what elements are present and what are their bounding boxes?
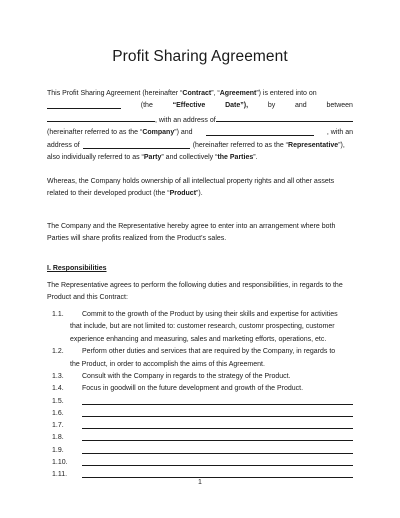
list-item-text: that include, but are not limited to: customer research, customr prospecting, customer [70, 323, 335, 331]
responsibilities-intro-line-1: The Representative agrees to perform the following duties and responsibilities, in regards to the [47, 282, 343, 289]
term-party: Party [143, 154, 162, 162]
intro-line-5 [47, 140, 353, 152]
representative-name-blank-field[interactable] [206, 127, 314, 136]
arrangement-line-1: The Company and the Representative hereby agree to enter into an arrangement where both [47, 223, 336, 230]
list-item-text: experience enhancing and measuring, sales and marketing efforts, operations, etc. [70, 335, 327, 343]
whereas-line-1: Whereas, the Company holds ownership of all intellectual property rights and all other assets [47, 178, 335, 185]
term-agreement: Agreement [219, 90, 257, 97]
list-item-number: 1.8. [52, 434, 64, 442]
blank-line-field[interactable] [82, 428, 353, 429]
intro-text: This Profit Sharing Agreement (hereinafter “ [47, 90, 183, 97]
list-item-number: 1.2. [52, 348, 64, 356]
list-item-number: 1.6. [52, 410, 64, 418]
blank-list-item [47, 408, 353, 420]
intro-text: (the [140, 102, 153, 110]
intro-text: ”), [338, 141, 345, 149]
list-item-number: 1.3. [52, 373, 64, 381]
list-item-number: 1.9. [52, 446, 64, 454]
date-blank-field[interactable] [47, 100, 121, 109]
list-item-number: 1.7. [52, 422, 64, 430]
responsibilities-list [47, 309, 353, 481]
blank-line-field[interactable] [82, 477, 353, 478]
list-item-number: 1.4. [52, 385, 64, 393]
term-product: Product [169, 190, 197, 198]
intro-text: (hereinafter referred to as the “ [192, 141, 289, 149]
intro-text: between [326, 102, 353, 110]
blank-line-field[interactable] [82, 416, 353, 417]
term-parties: the Parties [217, 154, 254, 162]
blank-list-item [47, 396, 353, 408]
intro-line-4 [47, 127, 353, 139]
intro-text: also individually referred to as “ [47, 154, 144, 162]
intro-line-6 [47, 152, 353, 164]
term-effective: “Effective [172, 102, 206, 110]
intro-text: by [267, 102, 276, 110]
blank-list-item [47, 445, 353, 457]
intro-text: ”, “ [211, 90, 220, 97]
intro-paragraph [47, 88, 353, 164]
whereas-text: ”). [196, 190, 203, 198]
intro-text: ”. [253, 154, 258, 162]
intro-text: (hereinafter referred to as the “ [47, 129, 143, 137]
list-item [47, 346, 353, 371]
term-date: Date”), [225, 102, 249, 110]
list-item-text: Consult with the Company in regards to the strategy of the Product. [82, 373, 291, 381]
intro-text: ”) and [174, 129, 193, 137]
intro-line-2 [47, 100, 353, 112]
whereas-paragraph [47, 176, 353, 201]
representative-address-blank-field[interactable] [83, 140, 190, 149]
intro-text: address of [47, 141, 80, 149]
blank-list-item [47, 420, 353, 432]
whereas-text: related to their developed product (the “ [47, 190, 170, 198]
blank-line-field[interactable] [82, 465, 353, 466]
responsibilities-intro-line-2: Product and this Contract: [47, 294, 128, 302]
list-item-text: Focus in goodwill on the future development and growth of the Product. [82, 385, 304, 393]
intro-text: ” and collectively “ [161, 154, 218, 162]
list-item-text: the Product, in order to accomplish the aims of this Agreement. [70, 360, 265, 368]
intro-line-3 [47, 113, 353, 127]
arrangement-paragraph [47, 221, 353, 246]
list-item-number: 1.10. [52, 458, 68, 466]
list-item-number: 1.1. [52, 311, 64, 318]
term-company: Company [142, 129, 175, 137]
list-item-number: 1.5. [52, 397, 64, 405]
term-representative: Representative [288, 141, 339, 149]
list-item [47, 309, 353, 346]
term-contract: Contract [182, 90, 212, 97]
intro-text: ”) is entered into on [256, 90, 317, 97]
list-item [47, 371, 353, 383]
arrangement-line-2: Parties will share profits realized from the Product’s sales. [47, 235, 227, 243]
page-number: 1 [198, 479, 202, 486]
list-item-text: Commit to the growth of the Product by using their skills and expertise for activities [82, 311, 338, 318]
responsibilities-intro [47, 280, 353, 305]
company-name-blank-field[interactable] [47, 113, 155, 122]
intro-text: , with an [326, 129, 353, 137]
blank-list-item [47, 432, 353, 444]
document-title: Profit Sharing Agreement [112, 48, 288, 65]
intro-text: and [295, 102, 307, 110]
list-item-text: Perform other duties and services that are required by the Company, in regards to [82, 348, 336, 356]
list-item [47, 383, 353, 395]
intro-line-1 [47, 88, 353, 100]
whereas-line-2 [47, 188, 353, 200]
blank-line-field[interactable] [82, 440, 353, 441]
blank-line-field[interactable] [82, 453, 353, 454]
intro-text: , with an address of [155, 116, 216, 124]
list-item-number: 1.11. [52, 470, 68, 478]
blank-line-field[interactable] [82, 404, 353, 405]
section-heading-responsibilities: I. Responsibilities [47, 265, 107, 272]
blank-list-item [47, 457, 353, 469]
company-address-blank-field[interactable] [216, 113, 353, 122]
